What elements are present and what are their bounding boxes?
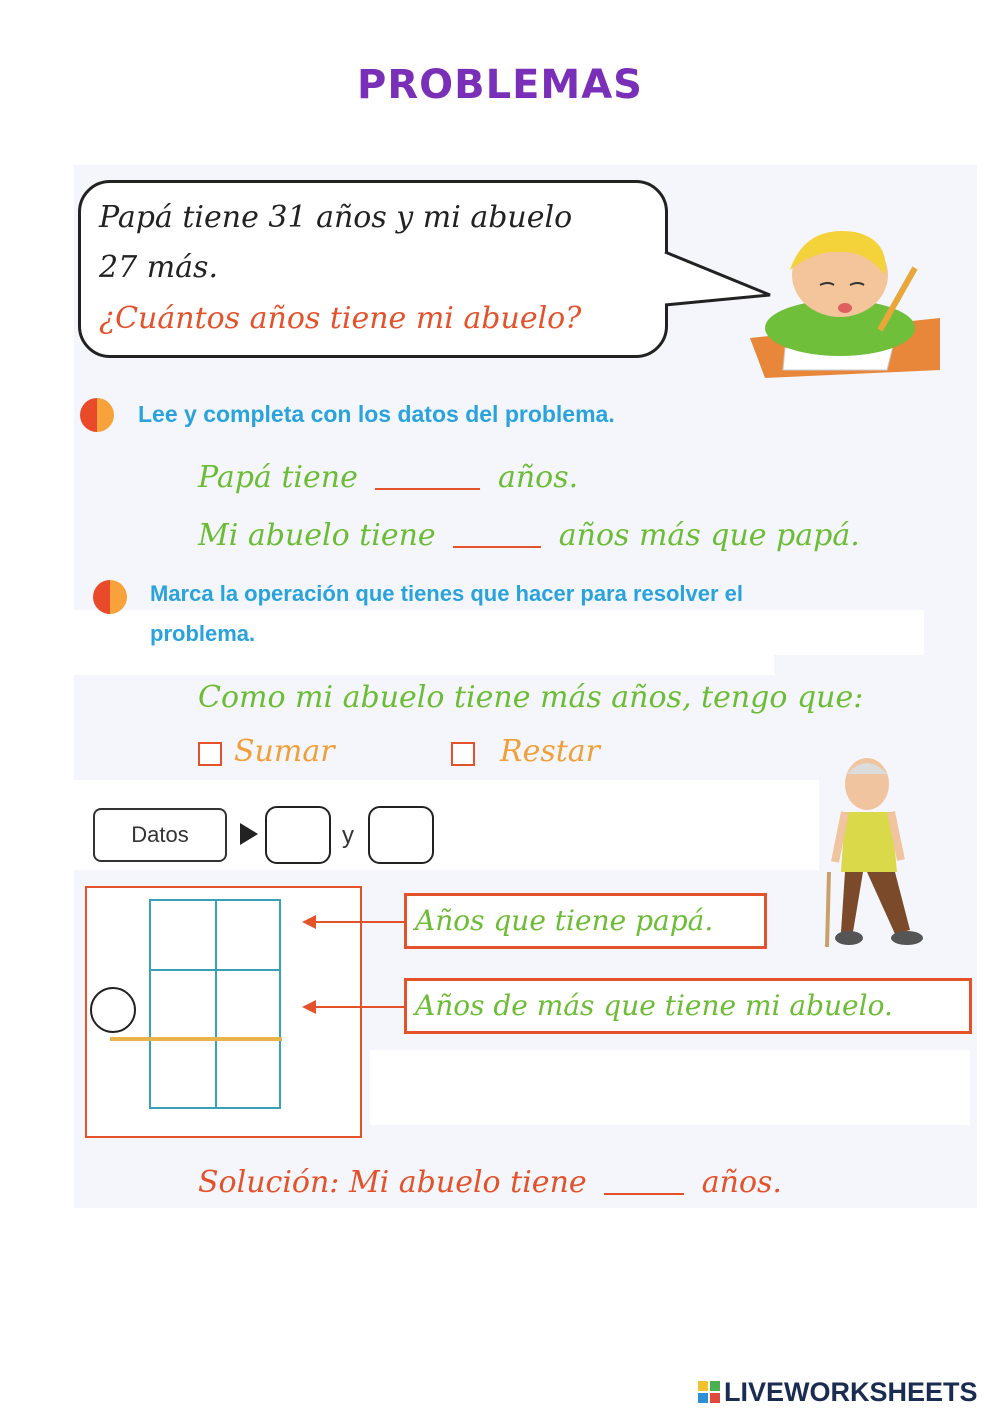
section-2-heading	[150, 574, 743, 654]
problem-speech-bubble	[78, 180, 668, 358]
sumar-label: Sumar	[234, 734, 335, 769]
pointer-line-bottom	[314, 1006, 404, 1008]
liveworksheets-brand[interactable]: LIVEWORKSHEETS	[724, 1377, 978, 1407]
sentence-papa-end: años.	[497, 460, 579, 495]
section-2-heading-line-2: problema.	[150, 621, 256, 646]
pointer-line-top	[314, 921, 404, 923]
sumar-checkbox[interactable]	[198, 742, 222, 766]
operation-sign-input[interactable]	[90, 987, 136, 1033]
sentence-abuelo-start: Mi abuelo tiene	[198, 518, 436, 553]
grid-cell-tens-result[interactable]	[151, 1041, 215, 1109]
sentence-papa	[198, 460, 578, 495]
datos-arrow-icon	[240, 823, 258, 845]
grid-cell-units-1[interactable]	[217, 901, 281, 969]
boy-writing-illustration	[745, 220, 945, 380]
section-1-heading: Lee y completa con los datos del problema.	[138, 401, 615, 427]
solution-sentence	[198, 1165, 782, 1200]
datos-first-number-input[interactable]	[265, 806, 331, 864]
section-bullet-2	[93, 580, 127, 614]
sentence-papa-start: Papá tiene	[198, 460, 358, 495]
white-patch	[74, 655, 774, 675]
solution-start: Solución: Mi abuelo tiene	[198, 1165, 587, 1200]
problem-question: ¿Cuántos años tiene mi abuelo?	[99, 301, 582, 336]
solution-end: años.	[701, 1165, 782, 1200]
liveworksheets-logo-icon	[698, 1381, 720, 1403]
problem-line-1: Papá tiene 31 años y mi abuelo	[99, 200, 573, 235]
solution-blank[interactable]	[604, 1193, 684, 1195]
problem-line-2: 27 más.	[99, 250, 218, 285]
grid-cell-units-result[interactable]	[217, 1041, 281, 1109]
sentence-abuelo-end: años más que papá.	[558, 518, 860, 553]
grid-cell-units-2[interactable]	[217, 971, 281, 1039]
white-patch	[370, 1050, 970, 1125]
datos-connector: y	[342, 822, 354, 849]
restar-checkbox[interactable]	[451, 742, 475, 766]
section-bullet-1	[80, 398, 114, 432]
label-papa-years: Años que tiene papá.	[404, 893, 767, 949]
papa-age-blank[interactable]	[375, 488, 480, 490]
restar-label: Restar	[500, 734, 601, 769]
grandfather-illustration	[815, 752, 930, 957]
operation-result-line	[110, 1037, 282, 1041]
operation-statement: Como mi abuelo tiene más años, tengo que:	[198, 680, 864, 715]
section-2-heading-line-1: Marca la operación que tienes que hacer para resolver el	[150, 581, 744, 606]
grid-cell-tens-2[interactable]	[151, 971, 215, 1039]
datos-label-box: Datos	[93, 808, 227, 862]
page-title: PROBLEMAS	[357, 62, 643, 108]
datos-second-number-input[interactable]	[368, 806, 434, 864]
operation-grid	[149, 899, 281, 1109]
grid-cell-tens-1[interactable]	[151, 901, 215, 969]
sentence-abuelo	[198, 518, 860, 553]
abuelo-extra-blank[interactable]	[453, 546, 541, 548]
label-abuelo-extra-years: Años de más que tiene mi abuelo.	[404, 978, 972, 1034]
